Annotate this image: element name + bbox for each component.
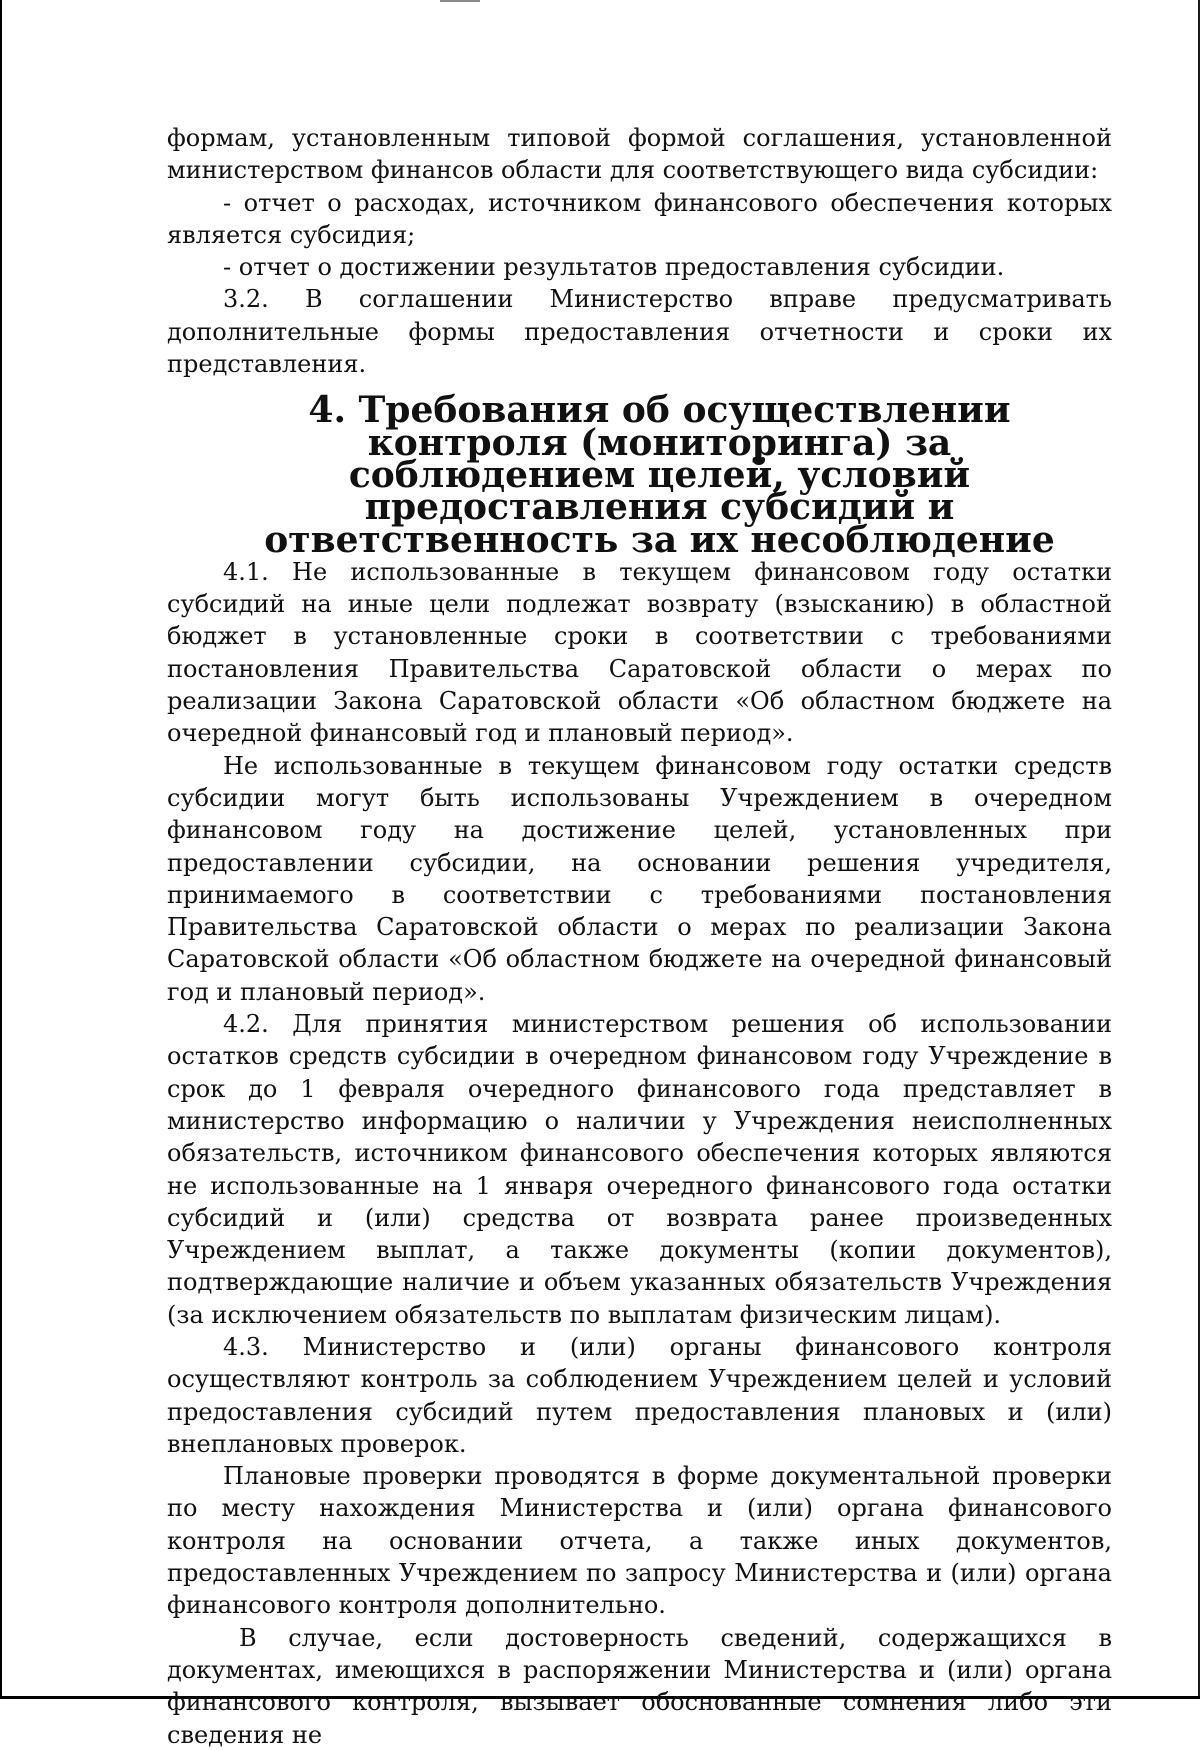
section-4-heading [167, 389, 1112, 561]
document-body [167, 122, 1112, 1751]
paragraph-forms-continuation: формам, установленным типовой формой соглашения, установленной министерством финансов области для соответствующего вида субсидии: [167, 124, 1112, 185]
paragraph-4-2: 4.2. Для принятия министерством решения об использовании остатков средств субсидии в очередном финансовом году Учреждение в срок до 1 февраля очередного финансового года представляет в министерство информацию о наличии у Учреждения неисполненных обязательств, источником финансового обеспечения которых являются не использованные на 1 января очередного финансового года остатки субсидий и (или) средства от возврата ранее произведенных Учреждением выплат, а также документы (копии документов), подтверждающие наличие и объем указанных обязательств Учреждения (за исключением обязательств по выплатам физическим лицам). [167, 1010, 1112, 1329]
paragraph-results-report: - отчет о достижении результатов предоставления субсидии. [223, 253, 1005, 282]
paragraph-4-1-remainder: Не использованные в текущем финансовом году остатки средств субсидии могут быть использованы Учреждением в очередном финансовом году на достижение целей, установленных при предоставлении субсидии, на основании решения учредителя, принимаемого в соответствии с требованиями постановления Правительства Саратовской области о мерах по реализации Закона Саратовской области «Об областном бюджете на очередной финансовый год и плановый период». [167, 751, 1112, 1006]
scan-top-mark [440, 0, 480, 2]
paragraph-planned-checks: Плановые проверки проводятся в форме документальной проверки по месту нахождения Министерства и (или) органа финансового контроля на основании отчета, а также иных документов, предоставленных Учреждением по запросу Министерства и (или) органа финансового контроля дополнительно. [167, 1462, 1112, 1620]
scan-edge-left [0, 0, 2, 1699]
section-4-heading-line-2: соблюдением целей, условий предоставления субсидий и [348, 453, 971, 529]
section-4-heading-line-1: 4. Требования об осуществлении контроля (мониторинга) за [308, 389, 1011, 464]
paragraph-4-3: 4.3. Министерство и (или) органы финансового контроля осуществляют контроль за соблюдением Учреждением целей и условий предоставления субсидий путем предоставления плановых и (или) внеплановых проверок. [167, 1332, 1112, 1458]
paragraph-4-1: 4.1. Не использованные в текущем финансовом году остатки субсидий на иные цели подлежат возврату (взысканию) в областной бюджет в установленные сроки в соответствии с требованиями постановления Правительства Саратовской области о мерах по реализации Закона Саратовской области «Об областном бюджете на очередной финансовый год и плановый период». [167, 557, 1112, 748]
paragraph-3-2: 3.2. В соглашении Министерство вправе предусматривать дополнительные формы предоставления отчетности и сроки их представления. [167, 285, 1112, 379]
paragraph-doubtful-information: В случае, если достоверность сведений, содержащихся в документах, имеющихся в распоряжении Министерства и (или) органа финансового контроля, вызывает обоснованные сомнения либо эти сведения не [167, 1623, 1112, 1749]
paragraph-expense-report: - отчет о расходах, источником финансового обеспечения которых является субсидия; [167, 188, 1112, 249]
section-4-heading-line-3: ответственность за их несоблюдение [264, 518, 1055, 561]
